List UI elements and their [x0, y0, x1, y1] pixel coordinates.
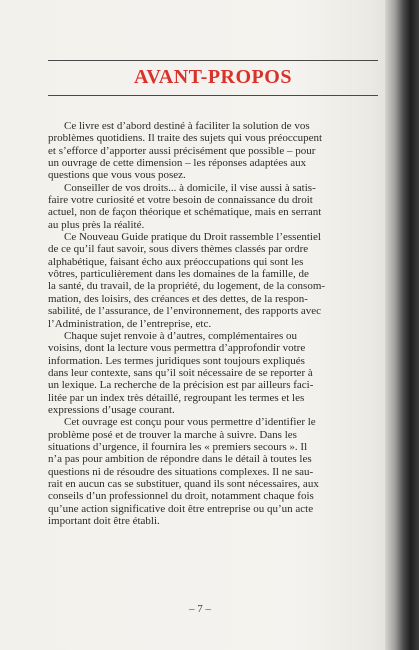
text-line: au plus près la réalité.: [48, 218, 145, 231]
text-line: n’a pas pour ambition de répondre dans le détail à toutes les: [48, 453, 312, 466]
book-binding-edge: [385, 0, 419, 650]
text-line: litée par un index très détaillé, regroupant les termes et les: [48, 391, 305, 404]
text-line: vôtres, particulièrement dans les domaines de la famille, de: [48, 268, 309, 281]
text-line: faire votre curiosité et votre besoin de connaissance du droit: [48, 194, 313, 207]
text-line: Cet ouvrage est conçu pour vous permettre d’identifier le: [64, 416, 316, 429]
text-line: situations d’urgence, il fournira les « premiers secours ». Il: [48, 440, 308, 453]
foreword-body: [48, 120, 378, 527]
text-line: sabilité, de l’assurance, de l’environnement, des rapports avec: [48, 305, 322, 318]
text-line: mation, des loisirs, des créances et des dettes, de la respon-: [48, 292, 308, 305]
text-line: de ce qu’il faut savoir, sous divers thèmes classés par ordre: [48, 243, 309, 256]
text-line: important doit être établi.: [48, 515, 160, 527]
text-line: Ce Nouveau Guide pratique du Droit rassemble l’essentiel: [64, 231, 321, 244]
page-title: AVANT-PROPOS: [134, 66, 292, 88]
text-line: information. Les termes juridiques sont toujours expliqués: [48, 354, 305, 367]
text-line: conseils d’un professionnel du droit, notamment chaque fois: [48, 490, 314, 503]
text-line: voisins, dont la lecture vous permettra d’approfondir votre: [48, 342, 306, 355]
page-number: – 7 –: [189, 603, 211, 615]
text-line: expressions d’usage courant.: [48, 403, 175, 416]
text-line: dans leur contexte, sans qu’il soit nécessaire de se reporter à: [48, 366, 313, 379]
text-line: un ouvrage de cette dimension – les réponses adaptées aux: [48, 157, 307, 170]
text-line: qu’une action significative doit être entreprise ou qu’un acte: [48, 502, 314, 515]
text-line: un lexique. La recherche de la précision est par ailleurs faci-: [48, 379, 314, 392]
title-bottom-rule: [48, 95, 378, 96]
text-line: actuel, non de façon théorique et schématique, mais en serrant: [48, 206, 322, 219]
text-line: problèmes quotidiens. Il traite des sujets qui vous préoccupent: [48, 132, 323, 145]
text-line: Chaque sujet renvoie à d’autres, complémentaires ou: [64, 329, 298, 342]
text-line: questions ni de résoudre des situations complexes. Il ne sau-: [48, 465, 314, 478]
text-line: alphabétique, faisant écho aux préoccupations qui sont les: [48, 255, 304, 268]
text-line: Ce livre est d’abord destiné à faciliter la solution de vos: [64, 120, 310, 132]
text-line: rait en aucun cas se substituer, quand ils sont nécessaires, aux: [48, 477, 319, 490]
text-line: problème posé et de trouver la marche à suivre. Dans les: [48, 428, 297, 441]
text-line: questions que vous vous posez.: [48, 169, 186, 182]
text-line: l’Administration, de l’entreprise, etc.: [48, 317, 212, 330]
text-line: la santé, du travail, de la propriété, du logement, de la consom-: [48, 280, 326, 293]
text-line: et s’efforce d’apporter aussi précisément que possible – pour: [48, 144, 316, 157]
text-line: Conseiller de vos droits... à domicile, il vise aussi à satis-: [64, 181, 316, 194]
